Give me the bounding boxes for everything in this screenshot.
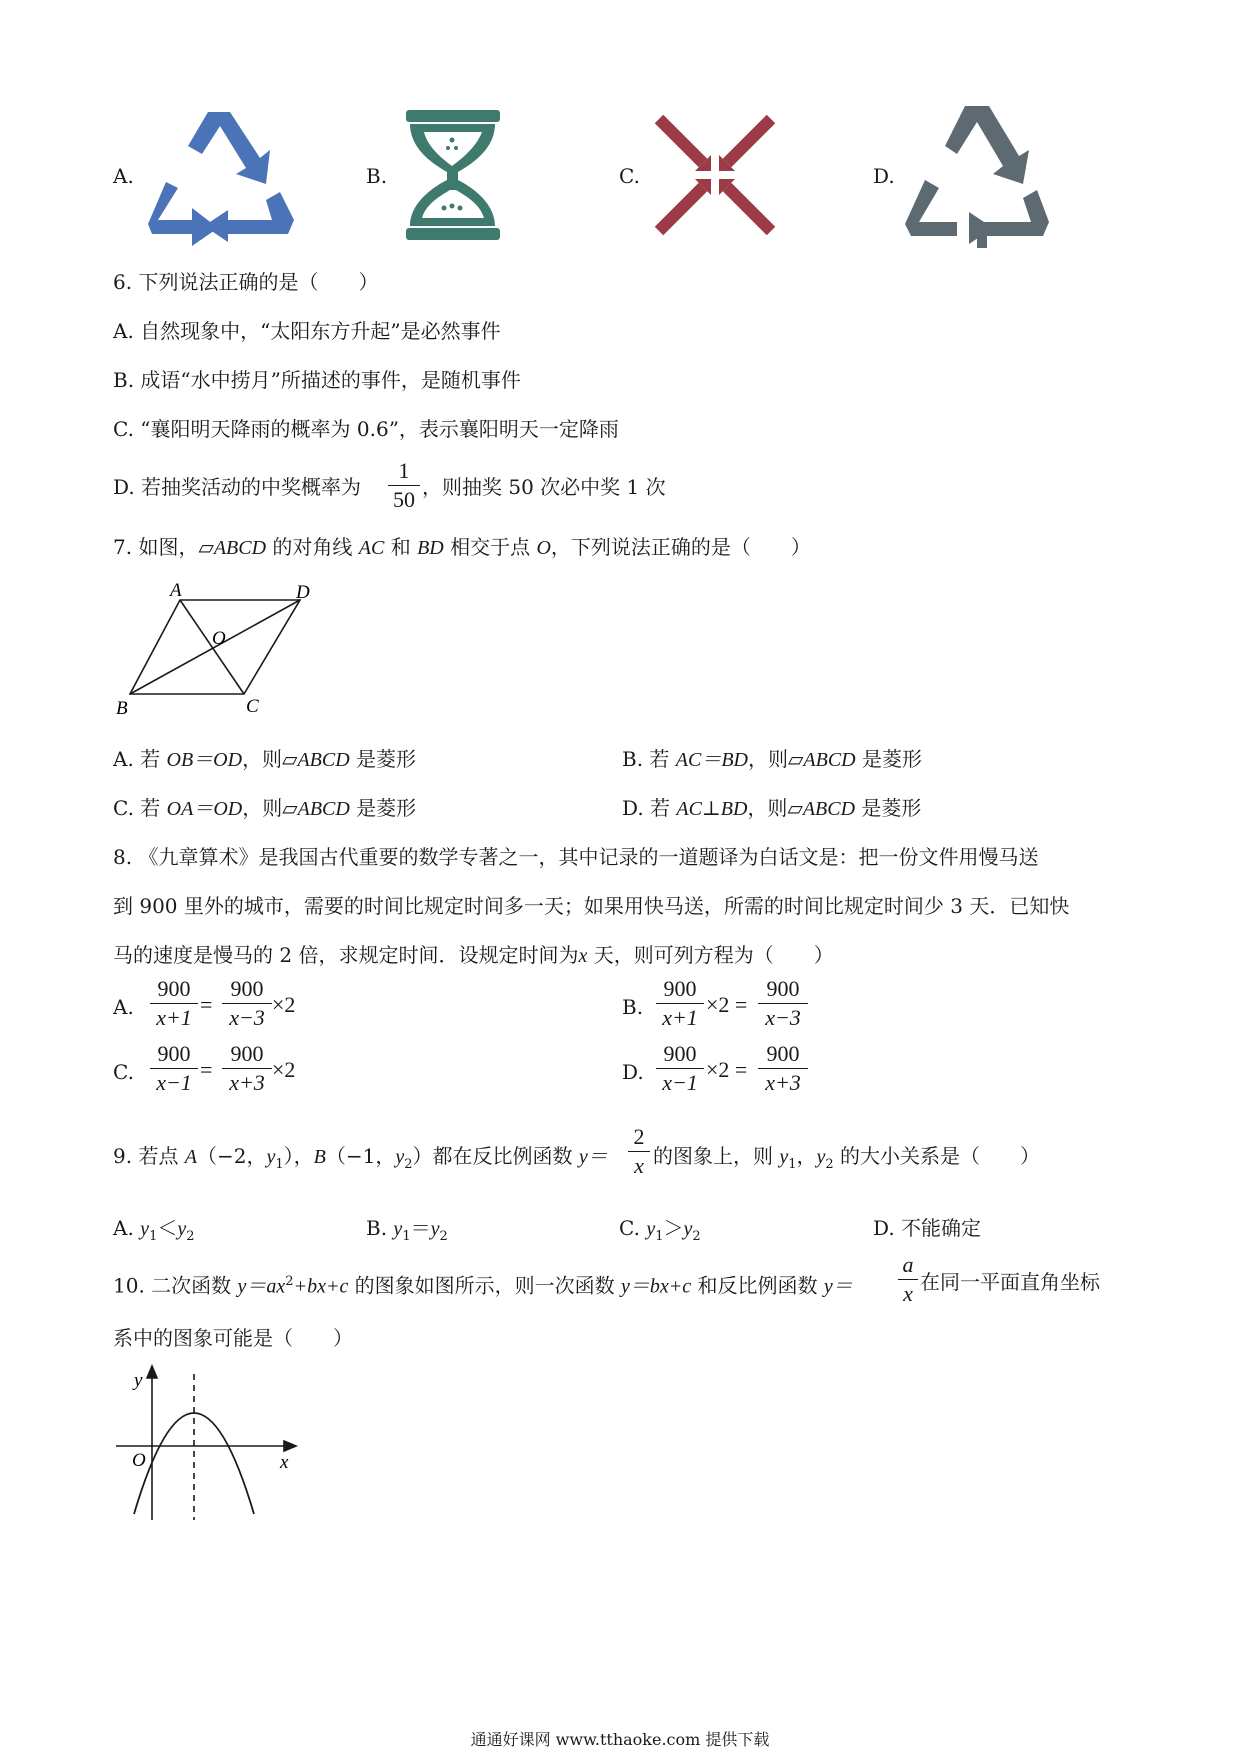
q7-option-c: C. 若 OA＝OD，则▱ABCD 是菱形	[113, 796, 417, 820]
q8-line-3: 马的速度是慢马的 2 倍，求规定时间．设规定时间为x 天，则可列方程为（ ）	[113, 943, 834, 967]
vertex-b-label: B	[116, 698, 128, 719]
q7-option-d: D. 若 AC⊥BD，则▱ABCD 是菱形	[622, 796, 922, 820]
q9-option-b: B. $y_1=y_2$	[366, 1216, 448, 1244]
q8-c-tail: ×2	[272, 1057, 296, 1082]
q8-d-frac-1: 900 x−1	[656, 1041, 704, 1096]
q6-option-a: A. 自然现象中，“太阳东方升起”是必然事件	[113, 319, 501, 343]
q8-option-c-label: C.	[113, 1060, 134, 1084]
q9-option-d: D. 不能确定	[873, 1216, 982, 1240]
q8-a-frac-1: 900 x+1	[150, 976, 198, 1031]
origin-label: O	[132, 1450, 146, 1471]
q10-line-1b: 在同一平面直角坐标	[920, 1270, 1100, 1294]
gray-recycle-triangle-icon	[905, 104, 1050, 249]
q6-option-d-suffix: ，则抽奖 50 次必中奖 1 次	[422, 475, 666, 499]
q8-a-op: =	[200, 992, 213, 1017]
option-b-label: B.	[366, 164, 388, 188]
q8-b-frac-1: 900 x+1	[656, 976, 704, 1031]
parallelogram-figure	[110, 578, 320, 718]
y-axis-label: y	[134, 1370, 143, 1391]
parabola-graph	[112, 1364, 302, 1524]
q6-option-c: C. “襄阳明天降雨的概率为 0.6”，表示襄阳明天一定降雨	[113, 417, 619, 441]
option-c-label: C.	[619, 164, 640, 188]
q8-c-frac-2: 900 x+3	[222, 1041, 272, 1096]
option-a-label: A.	[113, 164, 134, 188]
q6-option-d-prefix: D. 若抽奖活动的中奖概率为	[113, 475, 362, 499]
q8-c-op: =	[200, 1057, 213, 1082]
q8-line-1: 8. 《九章算术》是我国古代重要的数学专著之一，其中记录的一道题译为白话文是：把一份文件用慢马送	[113, 845, 1039, 869]
q6-fraction	[388, 458, 420, 513]
q6-fraction-num: 1	[398, 458, 410, 483]
q8-a-tail: ×2	[272, 992, 296, 1017]
option-d-label: D.	[873, 164, 895, 188]
q9-stem-part-2: 的图象上，则 $y_1$，$y_2$ 的大小关系是（ ）	[653, 1144, 1041, 1172]
q8-d-op: ×2 =	[706, 1057, 748, 1082]
q6-fraction-den: 50	[393, 487, 415, 512]
q8-option-a-label: A.	[113, 995, 134, 1019]
x-axis-label: x	[280, 1452, 289, 1473]
vertex-a-label: A	[170, 580, 182, 601]
center-o-label: O	[212, 628, 226, 649]
q8-option-b-label: B.	[622, 995, 644, 1019]
page-footer: 通通好课网 www.tthaoke.com 提供下载	[470, 1730, 770, 1749]
q9-fraction: 2 x	[628, 1124, 650, 1179]
q10-line-2: 系中的图象可能是（ ）	[113, 1326, 353, 1350]
q10-fraction: a x	[898, 1252, 918, 1307]
vertex-d-label: D	[296, 582, 310, 603]
q8-b-frac-2: 900 x−3	[758, 976, 808, 1031]
q10-line-1a: 10. 二次函数 $y=ax^2+bx+c$ 的图象如图所示，则一次函数 y＝bx+c 和反比例函数 y＝	[113, 1273, 853, 1298]
q6-stem: 6. 下列说法正确的是（ ）	[113, 270, 379, 294]
vertex-c-label: C	[246, 696, 259, 717]
q8-option-d-label: D.	[622, 1060, 644, 1084]
q9-option-a: A. $y_1<y_2$	[113, 1216, 195, 1244]
q8-d-frac-2: 900 x+3	[758, 1041, 808, 1096]
q7-option-a: A. 若 OB＝OD，则▱ABCD 是菱形	[113, 747, 417, 771]
q8-c-frac-1: 900 x−1	[150, 1041, 198, 1096]
green-hourglass-icon	[400, 110, 505, 242]
red-inward-arrows-icon	[655, 115, 775, 235]
q8-a-frac-2: 900 x−3	[222, 976, 272, 1031]
q7-option-b: B. 若 AC＝BD，则▱ABCD 是菱形	[622, 747, 922, 771]
blue-recycle-triangle-icon	[148, 108, 298, 243]
q9-stem-part-1: 9. 若点 A（−2，$y_1$），B（−1，$y_2$）都在反比例函数 y＝	[113, 1144, 608, 1172]
q8-b-op: ×2 =	[706, 992, 748, 1017]
q6-option-b: B. 成语“水中捞月”所描述的事件，是随机事件	[113, 368, 521, 392]
q9-option-c: C. $y_1>y_2$	[619, 1216, 701, 1244]
q8-line-2: 到 900 里外的城市，需要的时间比规定时间多一天；如果用快马送，所需的时间比规定时间少 3 天．已知快	[113, 894, 1070, 918]
q7-stem: 7. 如图，▱ABCD 的对角线 AC 和 BD 相交于点 O，下列说法正确的是（ ）	[113, 535, 811, 559]
